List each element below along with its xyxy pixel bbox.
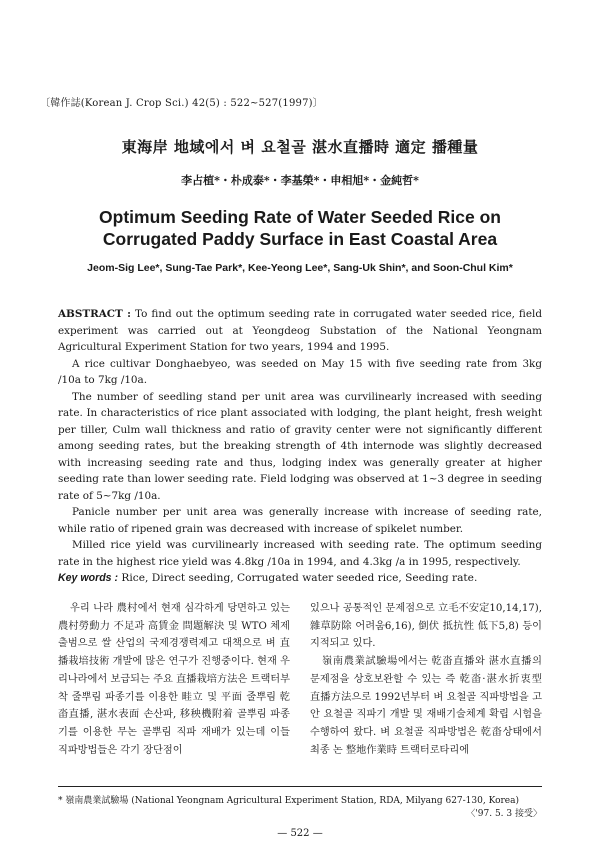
body-right-paragraph-1: 있으나 공통적인 문제점으로 立毛不安定10,14,17), 雜草防除 어려움6,16), 倒伏 抵抗性 低下5,8) 등이 지적되고 있다. bbox=[310, 603, 542, 650]
korean-authors: 李占植*・朴成泰*・李基榮*・申相旭*・金純哲* bbox=[181, 174, 419, 187]
abstract bbox=[58, 306, 542, 570]
abstract-paragraph-5: Milled rice yield was curvilinearly increased with seeding rate. The optimum seeding rate in the highest rice yield was 4.8kg /10a in 1994, and 4.3kg /a in 1995, respectively. bbox=[58, 539, 542, 568]
english-title bbox=[0, 206, 600, 250]
abstract-text-1: To find out the optimum seeding rate in corrugated water seeded rice, field experiment was carried out at Yeongdeog Substation of the National Yeongnam Agricultural Experiment Station for two years, 1994 and 1995. bbox=[58, 308, 542, 353]
body-left-paragraph: 우리 나라 農村에서 현재 심각하게 당면하고 있는 農村勞動力 不足과 高賃金 問題解決 및 WTO 체제 출범으로 쌀 산업의 국제경쟁력제고 대책으로 벼 直播栽培技術 개발에 많은 연구가 진행중이다. 현재 우리나라에서 보급되는 주요 直播栽培方法은 트랙터부착 줄뿌림 파종기를 이용한 畦立 및 平面 줄뿌림 乾畓直播, 湛水表面 손산파, 移秧機附着 골뿌림 파종기를 이용한 무논 골뿌림 직파 재배가 있는데 이들 직파방법들은 각기 장단점이 bbox=[58, 603, 290, 756]
body-right-paragraph-2: 嶺南農業試驗場에서는 乾畓直播와 湛水直播의 문제점을 상호보완할 수 있는 즉 乾畓·湛水折衷型 直播方法으로 1992년부터 벼 요철골 직파방법을 고안 요철골 직파기 개발 및 재배기술체계 확립 시험을 수행하여 왔다. 벼 요철골 직파방법은 乾畓상태에서 최종 논 整地作業時 트랙터로타리에 bbox=[310, 656, 542, 756]
body-column-left bbox=[58, 600, 290, 759]
received-date: 〈'97. 5. 3 接受〉 bbox=[466, 809, 542, 819]
english-authors: Jeom-Sig Lee*, Sung-Tae Park*, Kee-Yeong Lee*, Sang-Uk Shin*, and Soon-Chul Kim* bbox=[87, 262, 513, 274]
abstract-paragraph-2: A rice cultivar Donghaebyeo, was seeded on May 15 with five seeding rate from 3kg /10a to 7kg /10a. bbox=[58, 357, 542, 386]
journal-reference: 〔韓作誌(Korean J. Crop Sci.) 42(5) : 522~527(1997)〕 bbox=[40, 98, 323, 109]
footnote-divider bbox=[58, 786, 542, 787]
english-title-line-2: Corrugated Paddy Surface in East Coastal Area bbox=[102, 229, 498, 249]
english-title-line-1: Optimum Seeding Rate of Water Seeded Rice on bbox=[99, 207, 501, 227]
keywords-label: Key words : bbox=[58, 572, 119, 584]
abstract-label: ABSTRACT : bbox=[58, 308, 131, 320]
abstract-paragraph-1 bbox=[58, 306, 542, 356]
keywords-text: Rice, Direct seeding, Corrugated water seeded rice, Seeding rate. bbox=[121, 572, 478, 584]
footnote: * 嶺南農業試驗場 (National Yeongnam Agricultural Experiment Station, RDA, Milyang 627-130, Korea) bbox=[58, 796, 519, 806]
abstract-paragraph-3: The number of seedling stand per unit area was curvilinearly increased with seeding rate. In characteristics of rice plant associated with lodging, the plant height, fresh weight per tiller, Culm wall thickness and ratio of gravity center were not significantly different among seeding rates, but the breaking strength of 4th internode was slightly decreased with increasing seeding rate and thus, lodging index was generally greater at higher seeding rate than lower seeding rate. Field lodging was observed at 1~3 degree in seeding rate of 5~7kg /10a. bbox=[58, 390, 542, 502]
abstract-paragraph-4: Panicle number per unit area was generally increase with increase of seeding rate, while ratio of ripened grain was decreased with increase of spikelet number. bbox=[58, 506, 542, 535]
korean-title: 東海岸 地域에서 벼 요철골 湛水直播時 適定 播種量 bbox=[121, 138, 479, 156]
keywords bbox=[58, 572, 542, 584]
page-number: — 522 — bbox=[277, 828, 323, 839]
body-column-right bbox=[310, 600, 542, 759]
